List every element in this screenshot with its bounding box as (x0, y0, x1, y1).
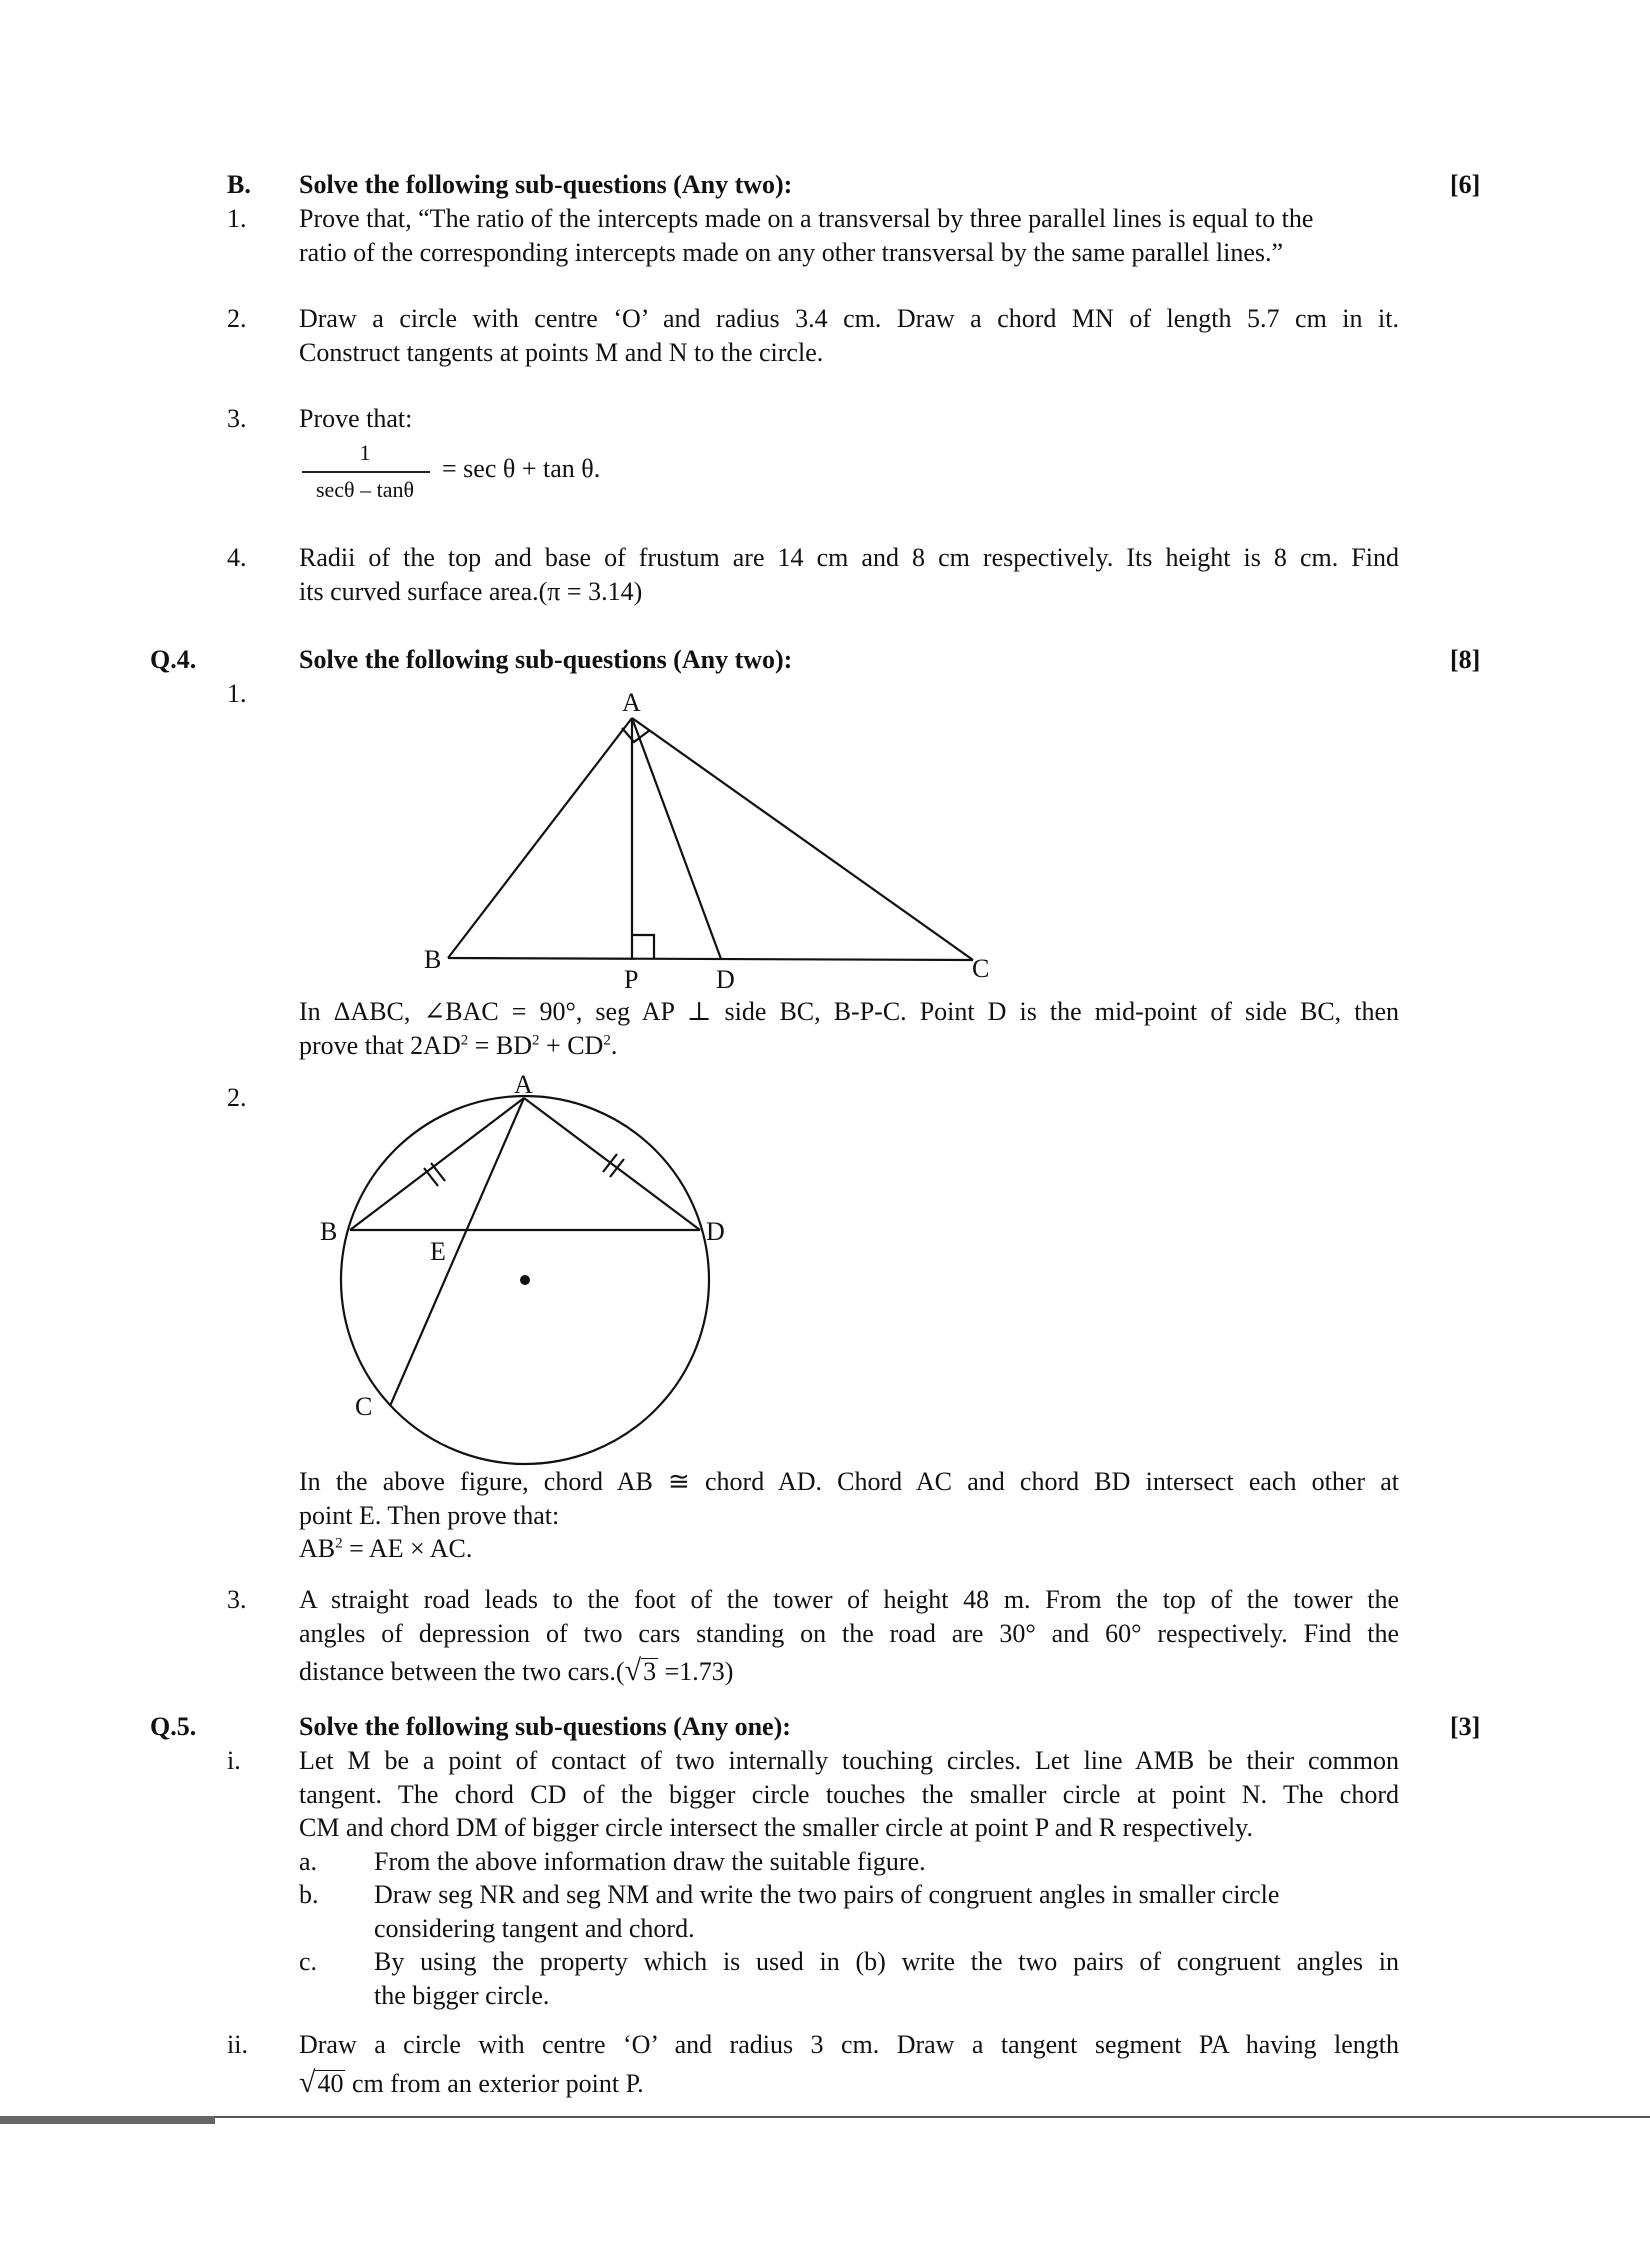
vertex-label-a: A (622, 688, 641, 717)
section-q5-heading: Solve the following sub-questions (Any one): (299, 1712, 791, 1741)
question-text: Draw a circle with centre ‘O’ and radius 3 cm. Draw a tangent segment PA having length √40 cm from an exterior point P. (299, 2030, 1399, 2099)
vertex-label-b: B (424, 945, 442, 974)
question-text: In the above figure, chord AB ≅ chord AD. Chord AC and chord BD intersect each other at point E. Then prove that: $AB^2$ = AE × AC. (299, 1467, 1399, 1563)
question-number: 3. (227, 404, 247, 433)
section-q4-heading: Solve the following sub-questions (Any two): (299, 645, 793, 674)
section-q5-label: Q.5. (150, 1712, 197, 1741)
section-b-marks: [6] (1450, 170, 1481, 199)
question-text: Let M be a point of contact of two internally touching circles. Let line AMB be their common tangent. The chord CD of the bigger circle touches the smaller circle at point N. The chord CM and chord DM of bigger circle intersect the smaller circle at point P and R respectively. (299, 1746, 1399, 1842)
sqrt-radicand: 3 (643, 1657, 657, 1686)
question-text: A straight road leads to the foot of the tower of height 48 m. From the top of the tower the angles of depression of two cars standing on the road are 30° and 60° respectively. Find the distance between the two cars.(√3 =1.73) (299, 1585, 1399, 1687)
equation-rhs: = sec θ + tan θ. (442, 454, 601, 483)
question-number: 1. (227, 204, 247, 233)
sub-item-label: c. (299, 1947, 318, 1976)
question-number: 4. (227, 543, 247, 572)
question-text: Radii of the top and base of frustum are 14 cm and 8 cm respectively. Its height is 8 cm. Find its curved surface area.(π = 3.14) (299, 543, 1399, 606)
section-b-heading: Solve the following sub-questions (Any two): (299, 170, 793, 199)
question-text: Prove that, “The ratio of the intercepts made on a transversal by three parallel lines is equal to the ratio of the corresponding intercepts made on any other transversal by the same parallel lines.” (299, 204, 1314, 267)
vertex-label-e: E (430, 1237, 446, 1266)
vertex-label-p: P (624, 965, 639, 994)
question-number: 1. (227, 679, 247, 708)
section-q5-marks: [3] (1450, 1712, 1481, 1741)
footer-rule (0, 2116, 1650, 2118)
centre-dot (520, 1275, 530, 1285)
vertex-label-c: C (972, 954, 990, 983)
fraction-numerator: 1 (359, 440, 371, 465)
section-q4-marks: [8] (1450, 645, 1481, 674)
question-number: 3. (227, 1585, 247, 1614)
vertex-label-d: D (716, 965, 735, 994)
sub-item-text: From the above information draw the suitable figure. (374, 1847, 926, 1876)
sub-item-text: Draw seg NR and seg NM and write the two pairs of congruent angles in smaller circle considering tangent and chord. (374, 1880, 1280, 1943)
question-number: 2. (227, 304, 247, 333)
section-b-label: B. (227, 170, 251, 199)
question-text: Draw a circle with centre ‘O’ and radius 3.4 cm. Draw a chord MN of length 5.7 cm in it. Construct tangents at points M and N to the circle. (299, 304, 1399, 367)
sub-item-label: b. (299, 1880, 319, 1909)
fraction-denominator: secθ – tanθ (315, 477, 415, 502)
vertex-label-b: B (320, 1217, 338, 1246)
sub-item-label: a. (299, 1847, 318, 1876)
sub-item-text: By using the property which is used in (b) write the two pairs of congruent angles in the bigger circle. (374, 1947, 1399, 2010)
question-number: i. (227, 1746, 241, 1775)
vertex-label-c: C (355, 1392, 373, 1421)
vertex-label-d: D (706, 1217, 725, 1246)
chord-ac (390, 1098, 524, 1406)
section-q4-label: Q.4. (150, 645, 197, 674)
question-text: In ΔABC, ∠BAC = 90°, seg AP ⊥ side BC, B-P-C. Point D is the mid-point of side BC, then prove that $2AD^2 = BD^2 + CD^2$. (299, 997, 1399, 1060)
vertex-label-a: A (514, 1070, 533, 1099)
question-number: ii. (227, 2030, 248, 2059)
footer-bar (0, 2116, 215, 2124)
question-text: Prove that: (299, 404, 413, 433)
sqrt-radicand: 40 (317, 2068, 344, 2098)
question-number: 2. (227, 1083, 247, 1112)
